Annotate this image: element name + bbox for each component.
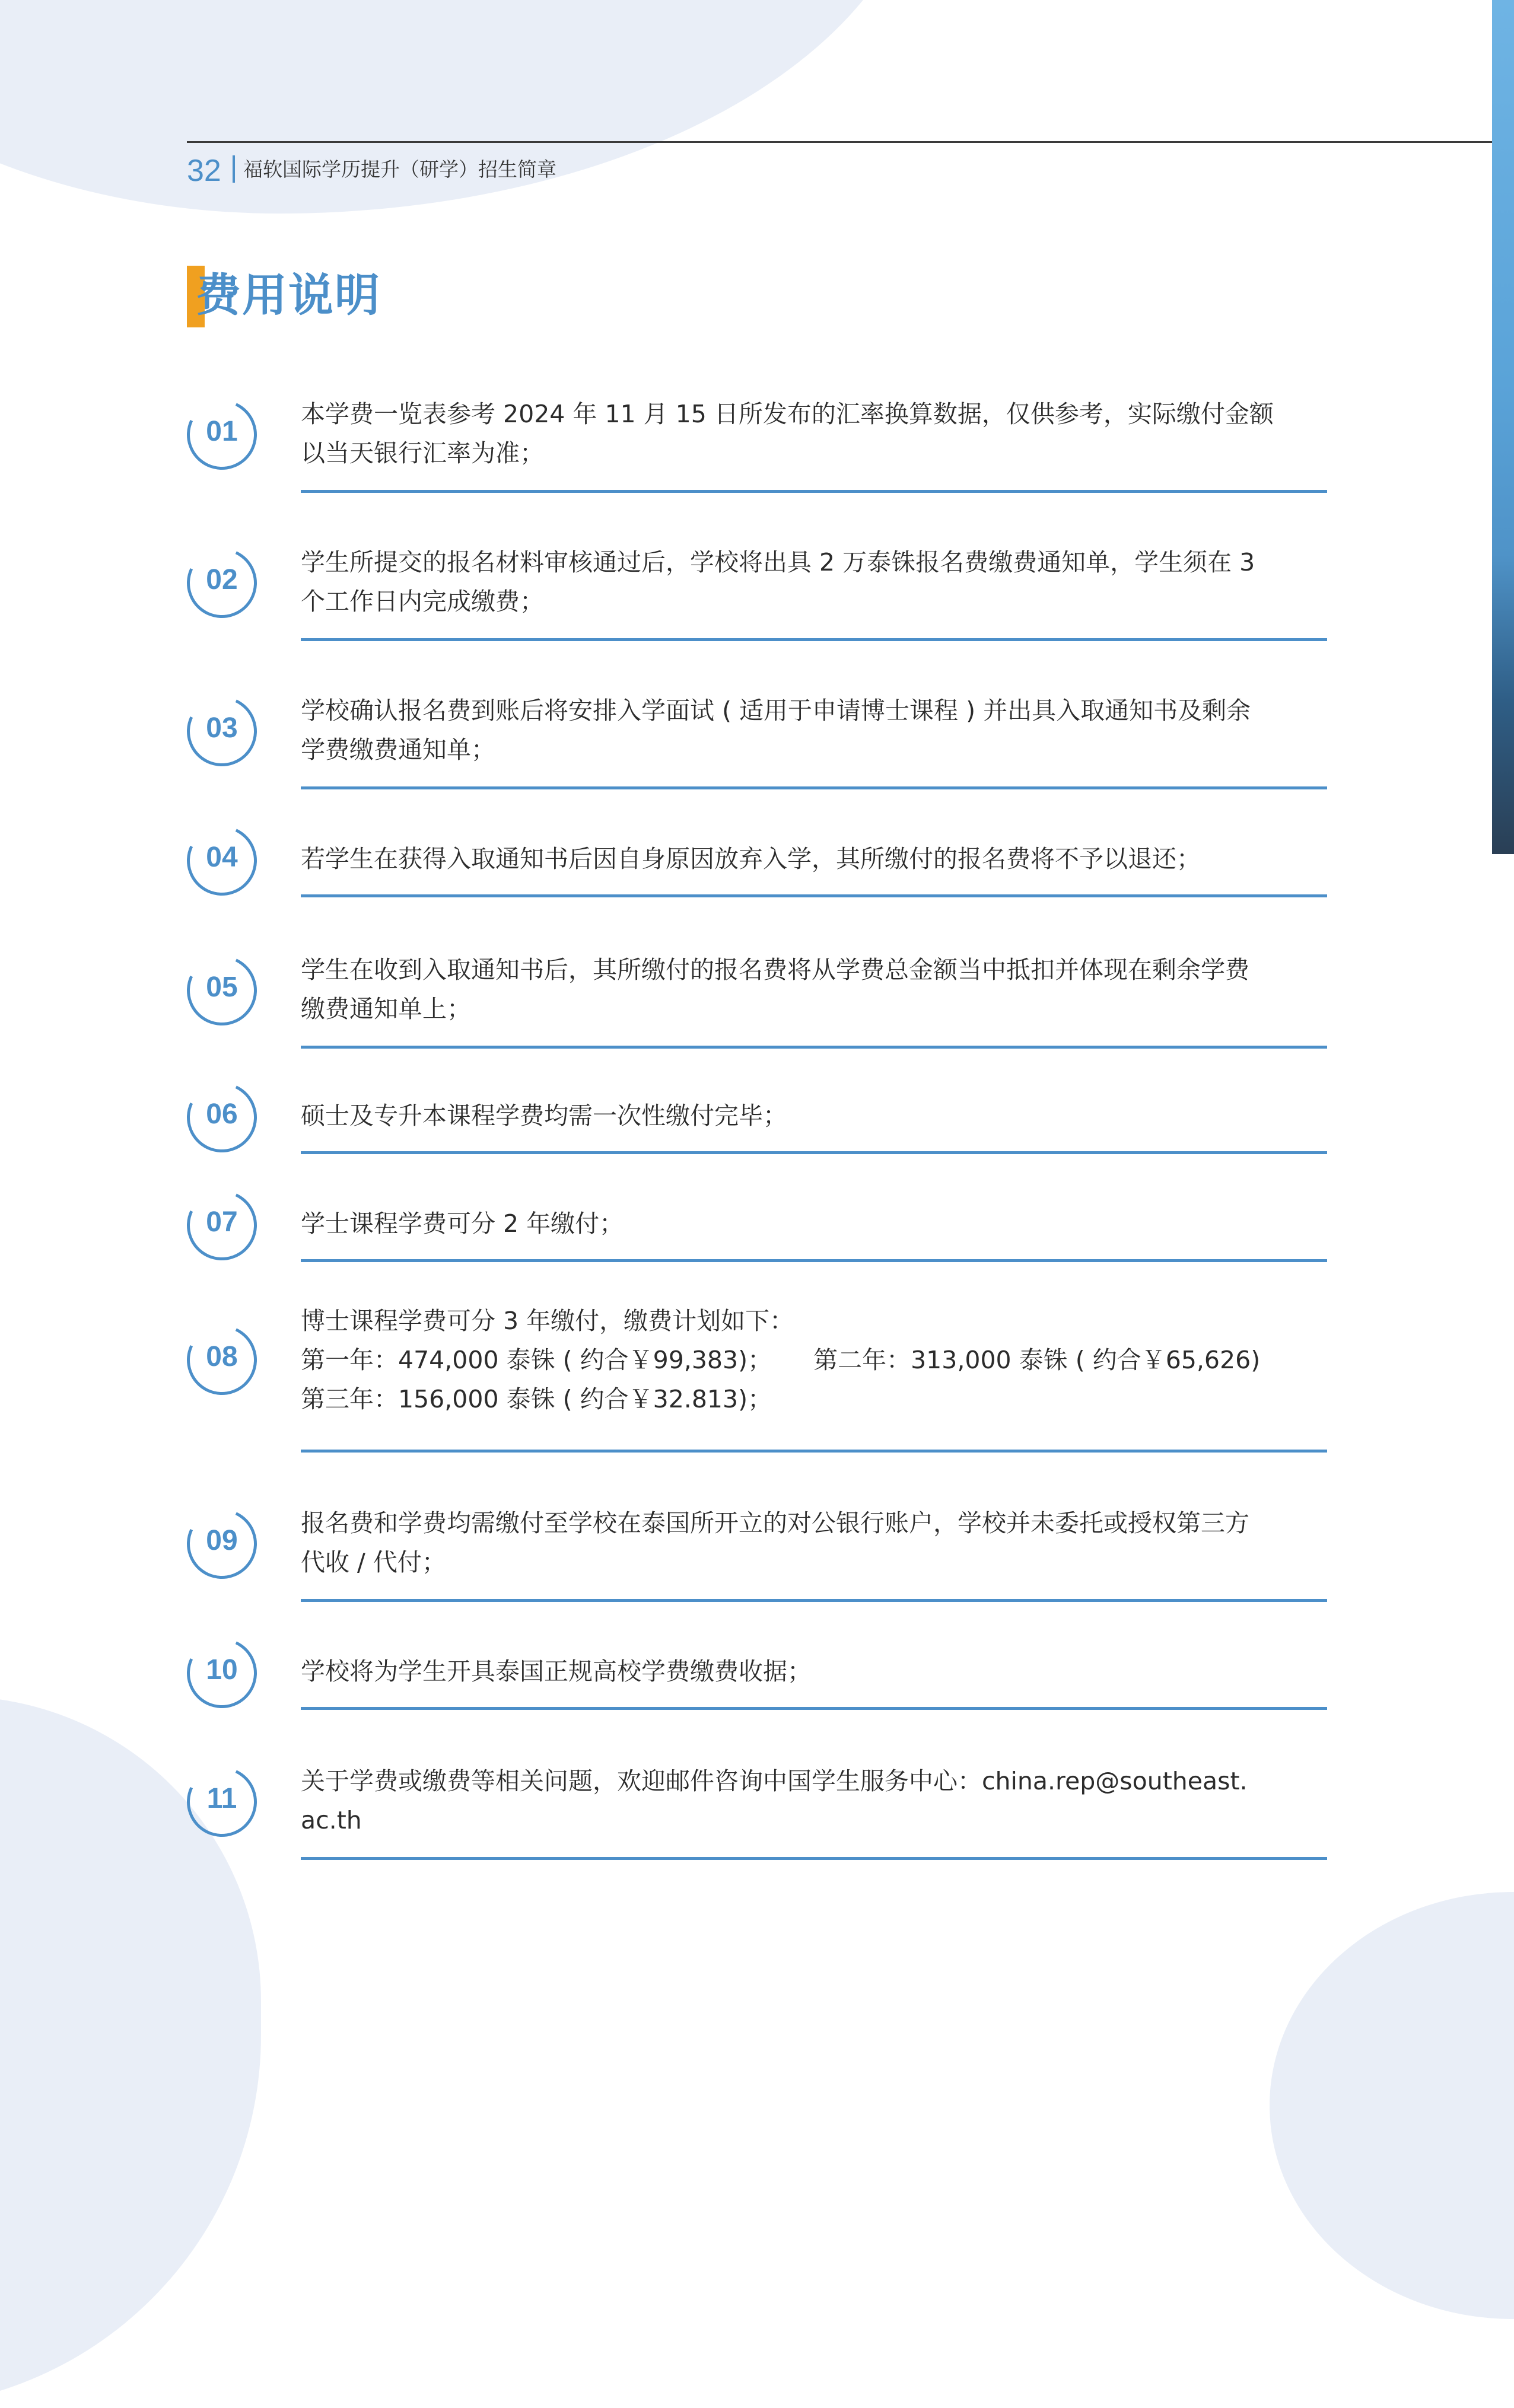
item-divider [301,1151,1327,1154]
item-number: 09 [206,1525,238,1556]
item-text: 学生在收到入取通知书后，其所缴付的报名费将从学费总金额当中抵扣并体现在剩余学费 缴费通知单上； [301,955,1249,1023]
item-text: 学士课程学费可分 2 年缴付； [301,1209,624,1238]
item-number: 11 [206,1783,237,1814]
item-text: 本学费一览表参考 2024 年 11 月 15 日所发布的汇率换算数据，仅供参考，实际缴付金额 以当天银行汇率为准； [301,400,1274,467]
item-text: 学校将为学生开具泰国正规高校学费缴费收据； [301,1657,812,1686]
item-divider [301,1599,1327,1602]
page-number: 32 [187,154,221,188]
item-divider [301,1857,1327,1860]
header-separator [233,155,235,183]
document-title: 福软国际学历提升（研学）招生简章 [243,158,556,181]
item-divider [301,1450,1327,1453]
item-number: 10 [206,1654,238,1686]
item-number: 02 [206,564,238,595]
item-text: 学校确认报名费到账后将安排入学面试 ( 适用于申请博士课程 ) 并出具入取通知书及剩余 学费缴费通知单； [301,696,1251,764]
edge-photo-strip [1492,0,1514,854]
item-number: 05 [206,972,238,1003]
item-text: 报名费和学费均需缴付至学校在泰国所开立的对公银行账户，学校并未委托或授权第三方 代收 / 代付； [301,1509,1249,1576]
item-number: 08 [206,1341,238,1372]
item-number: 06 [206,1098,238,1130]
fee-schedule-row [301,1340,1327,1380]
fee-year3: 第三年：156,000 泰铢 ( 约合￥32.813)； [301,1385,772,1413]
item-divider [301,490,1327,493]
item-divider [301,1707,1327,1710]
item-divider [301,786,1327,789]
fee-year2: 第二年：313,000 泰铢 ( 约合￥65,626) [813,1346,1261,1374]
item-text: 学生所提交的报名材料审核通过后，学校将出具 2 万泰铢报名费缴费通知单，学生须在 3 个工作日内完成缴费； [301,548,1255,616]
item-number: 04 [206,842,238,873]
item-text: 博士课程学费可分 3 年缴付，缴费计划如下： 第一年：474,000 泰铢 ( 约合￥99,383)； 第二年：313,000 泰铢 ( 约合￥65,626) 第三年：156,000 泰铢 ( 约合￥32.813)； [301,1301,1327,1419]
item-divider [301,1046,1327,1049]
item-number: 01 [206,416,238,447]
item-text: 若学生在获得入取通知书后因自身原因放弃入学，其所缴付的报名费将不予以退还； [301,845,1201,873]
section-heading: 费用说明 [196,269,381,321]
item-text: 硕士及专升本课程学费均需一次性缴付完毕； [301,1101,787,1130]
background-shape-bottom-right [1270,1892,1514,2319]
fee-year1: 第一年：474,000 泰铢 ( 约合￥99,383)； [301,1346,772,1374]
item-divider [301,894,1327,897]
item-number: 03 [206,712,238,744]
header-rule [187,141,1492,143]
item-divider [301,638,1327,641]
item-divider [301,1259,1327,1262]
item-number: 07 [206,1206,238,1238]
item-text: 关于学费或缴费等相关问题，欢迎邮件咨询中国学生服务中心：china.rep@southeast. ac.th [301,1767,1248,1834]
